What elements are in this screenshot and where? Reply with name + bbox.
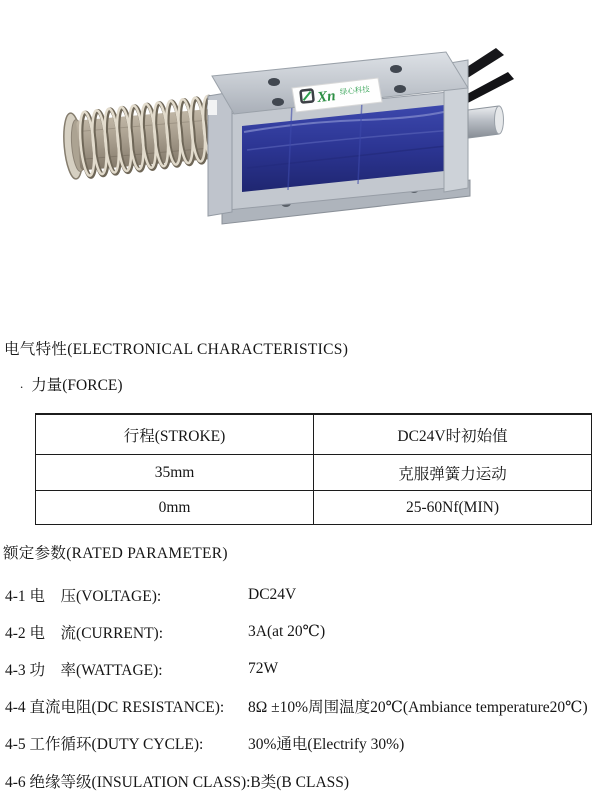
- section-title-rated: 额定参数(RATED PARAMETER): [3, 545, 228, 562]
- table-row: [36, 455, 592, 491]
- table-row: [36, 491, 592, 525]
- force-title-text: 力量(FORCE): [31, 377, 123, 394]
- param-value: 8Ω ±10%周围温度20℃(Ambiance temperature20℃): [248, 699, 588, 717]
- solenoid-illustration: [62, 38, 518, 242]
- param-label: 4-1 电 压(VOLTAGE):: [5, 587, 162, 605]
- param-value: 30%通电(Electrify 30%): [248, 736, 405, 754]
- force-bullet: .: [20, 376, 24, 391]
- param-row-dc-resistance: [5, 688, 599, 725]
- param-row-voltage: [5, 576, 599, 613]
- product-photo: [62, 38, 518, 242]
- param-row-current: [5, 613, 599, 650]
- param-label: 4-4 直流电阻(DC RESISTANCE):: [5, 699, 225, 717]
- plate-notch: [208, 100, 217, 115]
- param-label: 4-5 工作循环(DUTY CYCLE):: [5, 736, 204, 754]
- section-title-electrical: 电气特性(ELECTRONICAL CHARACTERISTICS): [4, 341, 349, 358]
- plunger-stop-cylinder: [468, 106, 504, 138]
- section-title-force: [20, 373, 123, 395]
- solenoid-frame: [208, 52, 504, 224]
- force-value-cell: 克服弹簧力运动: [314, 455, 592, 491]
- param-row-duty-cycle: [5, 725, 599, 762]
- force-table-header-initial-value: DC24V时初始值: [314, 414, 592, 455]
- param-label: 4-2 电 流(CURRENT):: [5, 624, 164, 642]
- param-value: 72W: [248, 659, 279, 677]
- spring-plunger: [62, 95, 221, 179]
- top-hole: [268, 78, 280, 86]
- force-table-header-stroke: 行程(STROKE): [36, 414, 314, 455]
- param-value: 3A(at 20℃): [248, 623, 326, 641]
- param-value: DC24V: [248, 585, 297, 603]
- param-value: B类(B CLASS): [250, 773, 350, 791]
- param-label: 4-3 功 率(WATTAGE):: [5, 661, 163, 679]
- rated-parameter-list: [5, 576, 599, 799]
- stroke-value-cell: 35mm: [36, 455, 314, 491]
- param-label: 4-6 绝缘等级(INSULATION CLASS):: [5, 773, 251, 791]
- top-hole: [390, 65, 402, 73]
- brand-name-cn: 绿心科技: [339, 84, 371, 97]
- top-hole: [272, 98, 284, 106]
- force-table-header-row: [36, 414, 592, 455]
- stroke-value-cell: 0mm: [36, 491, 314, 525]
- force-table: [35, 413, 592, 525]
- top-hole: [394, 85, 406, 93]
- param-row-wattage: [5, 650, 599, 687]
- brand-name-latin: Xn: [316, 88, 337, 106]
- param-row-insulation-class: [5, 762, 599, 799]
- force-value-cell: 25-60Nf(MIN): [314, 491, 592, 525]
